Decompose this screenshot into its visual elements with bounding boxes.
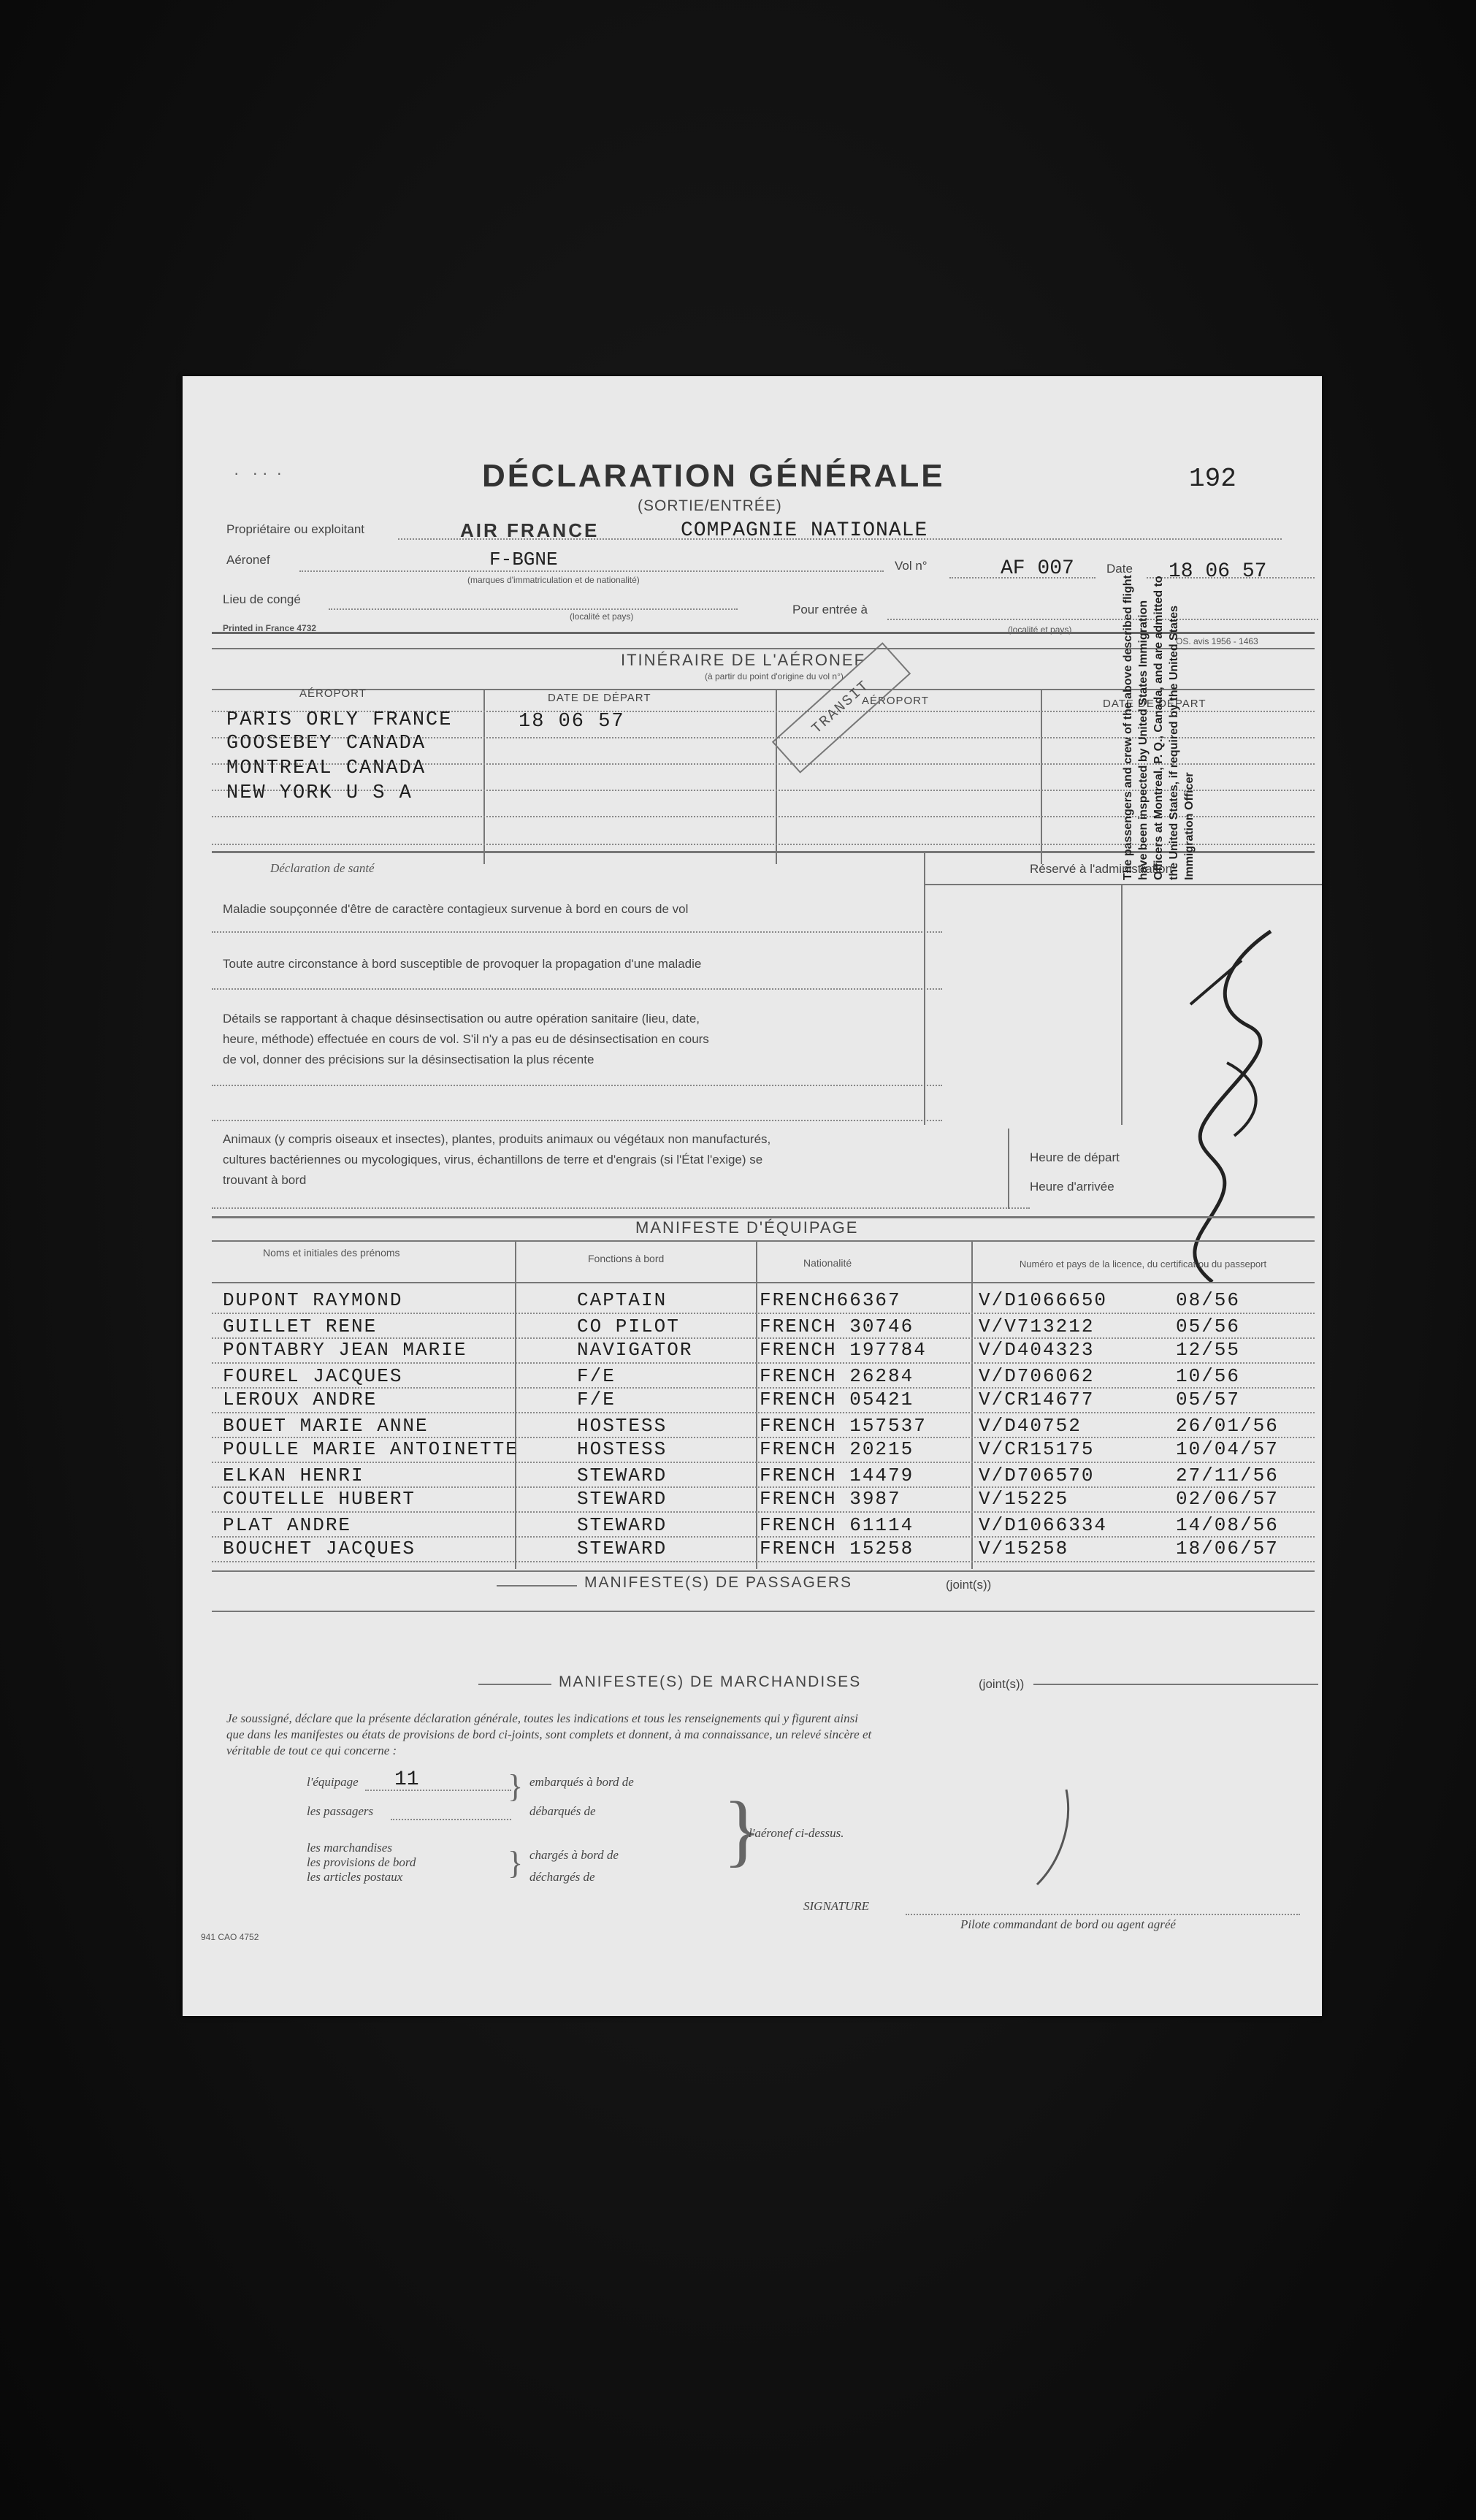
crew-license: V/D1066650 (979, 1289, 1108, 1311)
crew-row-line (212, 1462, 1315, 1463)
col-crew-license: Numéro et pays de la licence, du certificat ou du passeport (1019, 1259, 1267, 1269)
crew-license: V/D1066334 (979, 1514, 1108, 1536)
crew-function: CAPTAIN (577, 1289, 668, 1311)
passengers-label: les passagers (307, 1804, 374, 1818)
passenger-manifest-title: MANIFESTE(S) DE PASSAGERS (584, 1574, 852, 1591)
form-subtitle: (SORTIE/ENTRÉE) (638, 497, 782, 514)
crew-nationality: FRENCH 05421 (760, 1389, 914, 1410)
col-date-2: DATE DE DÉPART (1103, 698, 1207, 710)
itinerary-airport-2: GOOSEBEY CANADA (226, 733, 427, 755)
aircraft-above-label: l'aéronef ci-dessus. (749, 1826, 844, 1840)
col-crew-function: Fonctions à bord (588, 1253, 665, 1264)
passenger-manifest-note: (joint(s)) (946, 1578, 992, 1592)
crew-function: HOSTESS (577, 1438, 668, 1460)
header-marks: · · · · (234, 464, 282, 482)
crew-row-line (212, 1412, 1315, 1413)
postal-label: les articles postaux (307, 1870, 403, 1884)
crew-nationality: FRENCH 26284 (760, 1365, 914, 1387)
animals-rule (212, 1207, 1030, 1209)
crew-license: V/CR15175 (979, 1438, 1095, 1460)
itinerary-title: ITINÉRAIRE DE L'AÉRONEF (621, 651, 866, 669)
admin-rule (924, 884, 1322, 885)
signature-line (906, 1914, 1300, 1915)
health-line-2: Toute autre circonstance à bord susceptible de provoquer la propagation d'une maladie (223, 957, 702, 971)
crew-function: STEWARD (577, 1465, 668, 1486)
crew-row-line (212, 1561, 1315, 1562)
admin-title: Réservé à l'administration (1030, 862, 1173, 876)
provisions-label: les provisions de bord (307, 1855, 416, 1869)
crew-name: BOUCHET JACQUES (223, 1538, 416, 1559)
itinerary-divider-3 (1041, 689, 1042, 864)
crew-function: NAVIGATOR (577, 1339, 693, 1361)
itinerary-divider-2 (776, 689, 777, 864)
crew-nationality: FRENCH 15258 (760, 1538, 914, 1559)
itinerary-subtitle: (à partir du point d'origine du vol n°) (705, 671, 844, 681)
footer-code: 941 CAO 4752 (201, 1932, 259, 1942)
crew-nationality: FRENCH66367 (760, 1289, 901, 1311)
crew-name: LEROUX ANDRE (223, 1389, 378, 1410)
crew-nationality: FRENCH 14479 (760, 1465, 914, 1486)
operator-value: AIR FRANCE (460, 519, 600, 541)
departure-place-line (329, 608, 738, 610)
us-immigration-stamp: The passengers and crew of the above described flight have been inspected by United States Immigration Officers at Montreal, P. Q., Canada, and are admitted to the United States, if required by the United States Immigration Officer (1122, 575, 1196, 880)
crew-license-date: 27/11/56 (1176, 1465, 1279, 1486)
brace-lower: } (508, 1845, 524, 1881)
aircraft-label: Aéronef (226, 553, 270, 567)
declaration-line-2: que dans les manifestes ou états de provisions de bord ci-joints, sont complets et donnent, à ma connaissance, un relevé sincère et (226, 1727, 872, 1741)
brace-upper: } (508, 1768, 524, 1804)
crew-name: PONTABRY JEAN MARIE (223, 1339, 467, 1361)
crew-name: COUTELLE HUBERT (223, 1488, 416, 1510)
aircraft-value: F-BGNE (489, 549, 558, 570)
declaration-line-3: véritable de tout ce qui concerne : (226, 1744, 397, 1757)
crew-col-rule (212, 1282, 1315, 1283)
crew-function: CO PILOT (577, 1316, 680, 1337)
col-airport-1: AÉROPORT (299, 687, 367, 700)
crew-nationality: FRENCH 20215 (760, 1438, 914, 1460)
health-rule-3 (212, 1085, 942, 1086)
crew-license-date: 05/57 (1176, 1389, 1241, 1410)
crew-name: DUPONT RAYMOND (223, 1289, 403, 1311)
itinerary-airport-3: MONTREAL CANADA (226, 757, 427, 779)
crew-count-label: l'équipage (307, 1775, 359, 1789)
crew-license-date: 18/06/57 (1176, 1538, 1279, 1559)
animals-line-b: cultures bactériennes ou mycologiques, virus, échantillons de terre et d'engrais (si l'État l'exige) se (223, 1153, 763, 1167)
animals-admin-divider (1008, 1129, 1009, 1209)
crew-nationality: FRENCH 157537 (760, 1415, 927, 1437)
signature-label: SIGNATURE (803, 1899, 870, 1913)
aircraft-sublabel: (marques d'immatriculation et de nationalité) (467, 575, 640, 585)
health-line-1: Maladie soupçonnée d'être de caractère contagieux survenue à bord en cours de vol (223, 902, 689, 916)
crew-row-line (212, 1362, 1315, 1364)
col-crew-names: Noms et initiales des prénoms (263, 1247, 400, 1259)
crew-function: STEWARD (577, 1488, 668, 1510)
crew-license: V/D404323 (979, 1339, 1095, 1361)
itinerary-airport-4: NEW YORK U S A (226, 782, 413, 804)
crew-license-date: 08/56 (1176, 1289, 1241, 1311)
transit-stamp: TRANSIT (772, 642, 911, 774)
section-rule (212, 1611, 1315, 1612)
crew-license-date: 10/04/57 (1176, 1438, 1279, 1460)
operator-label: Propriétaire ou exploitant (226, 522, 365, 536)
general-declaration-form (183, 376, 1322, 2016)
health-line-3a: Détails se rapportant à chaque désinsectisation ou autre opération sanitaire (lieu, date, (223, 1012, 700, 1026)
health-rule-4 (212, 1120, 942, 1121)
animals-line-c: trouvant à bord (223, 1173, 307, 1187)
col-crew-nationality: Nationalité (803, 1257, 852, 1269)
declaration-pen-mark (1022, 1782, 1081, 1892)
crew-function: F/E (577, 1365, 616, 1387)
declaration-line-1: Je soussigné, déclare que la présente déclaration générale, toutes les indications et tous les renseignements qui y figurent ainsi (226, 1711, 858, 1725)
crew-license-date: 26/01/56 (1176, 1415, 1279, 1437)
crew-divider-2 (756, 1240, 757, 1569)
crew-header-rule (212, 1240, 1315, 1242)
crew-license-date: 05/56 (1176, 1316, 1241, 1337)
health-rule-1 (212, 931, 942, 933)
departure-place-label: Lieu de congé (223, 592, 301, 606)
crew-function: HOSTESS (577, 1415, 668, 1437)
date-label: Date (1106, 562, 1133, 576)
crew-license: V/D40752 (979, 1415, 1082, 1437)
crew-divider-1 (515, 1240, 516, 1569)
animals-line-a: Animaux (y compris oiseaux et insectes), plantes, produits animaux ou végétaux non manufacturés, (223, 1132, 771, 1146)
crew-license: V/CR14677 (979, 1389, 1095, 1410)
date-value: 18 06 57 (1169, 560, 1267, 583)
crew-function: STEWARD (577, 1538, 668, 1559)
crew-license: V/15258 (979, 1538, 1069, 1559)
crew-count-line (365, 1790, 511, 1791)
crew-license-date: 10/56 (1176, 1365, 1241, 1387)
locality-right: (localité et pays) (1008, 625, 1072, 635)
crew-manifest-title: MANIFESTE D'ÉQUIPAGE (635, 1218, 859, 1237)
crew-nationality: FRENCH 30746 (760, 1316, 914, 1337)
crew-name: PLAT ANDRE (223, 1514, 352, 1536)
admin-inner-divider (1121, 884, 1123, 1125)
crew-license-date: 12/55 (1176, 1339, 1241, 1361)
crew-name: POULLE MARIE ANTOINETTE (223, 1438, 519, 1460)
crew-divider-3 (971, 1240, 973, 1569)
goods-rule-left (478, 1684, 551, 1685)
form-reference: OS. avis 1956 - 1463 (1176, 636, 1258, 646)
goods-label: les marchandises (307, 1841, 392, 1855)
goods-rule-right (1033, 1684, 1318, 1685)
crew-name: ELKAN HENRI (223, 1465, 364, 1486)
admin-departure-time: Heure de départ (1030, 1150, 1120, 1164)
goods-manifest-note: (joint(s)) (979, 1677, 1025, 1691)
crew-license: V/15225 (979, 1488, 1069, 1510)
goods-manifest-title: MANIFESTE(S) DE MARCHANDISES (559, 1673, 862, 1690)
aircraft-line (299, 570, 884, 572)
unloaded-label: déchargés de (529, 1870, 595, 1884)
entry-place-line (887, 619, 1318, 620)
col-date-1: DATE DE DÉPART (548, 692, 651, 704)
loaded-label: chargés à bord de (529, 1848, 619, 1862)
brace-aircraft: } (723, 1785, 762, 1874)
disembarked-label: débarqués de (529, 1804, 596, 1818)
flight-number: AF 007 (1001, 557, 1074, 580)
operator-typed: COMPAGNIE NATIONALE (681, 519, 928, 542)
entry-place-label: Pour entrée à (792, 603, 868, 616)
crew-count: 11 (394, 1768, 419, 1791)
crew-name: FOUREL JACQUES (223, 1365, 403, 1387)
crew-row-line (212, 1511, 1315, 1513)
health-line-3b: heure, méthode) effectuée en cours de vol. S'il n'y a pas eu de désinsectisation en cours (223, 1032, 709, 1046)
flight-label: Vol n° (895, 559, 928, 573)
crew-name: BOUET MARIE ANNE (223, 1415, 429, 1437)
health-title: Déclaration de santé (270, 861, 375, 875)
crew-license: V/D706062 (979, 1365, 1095, 1387)
health-line-3c: de vol, donner des précisions sur la désinsectisation la plus récente (223, 1053, 594, 1066)
crew-license: V/D706570 (979, 1465, 1095, 1486)
crew-license-date: 14/08/56 (1176, 1514, 1279, 1536)
crew-bottom-rule (212, 1570, 1315, 1572)
printed-mark: Printed in France 4732 (223, 623, 317, 633)
crew-nationality: FRENCH 61114 (760, 1514, 914, 1536)
admin-arrival-time: Heure d'arrivée (1030, 1180, 1114, 1194)
passenger-rule-left (497, 1585, 577, 1587)
crew-license: V/V713212 (979, 1316, 1095, 1337)
document-number: 192 (1189, 464, 1236, 494)
crew-license-date: 02/06/57 (1176, 1488, 1279, 1510)
form-title: DÉCLARATION GÉNÉRALE (482, 458, 945, 494)
locality-left: (localité et pays) (570, 611, 634, 622)
crew-nationality: FRENCH 3987 (760, 1488, 901, 1510)
health-rule-2 (212, 988, 942, 990)
embarked-label: embarqués à bord de (529, 1775, 634, 1789)
itinerary-airport-1: PARIS ORLY FRANCE (226, 709, 453, 731)
crew-row-line (212, 1313, 1315, 1314)
itinerary-departure-date: 18 06 57 (519, 711, 625, 733)
crew-name: GUILLET RENE (223, 1316, 378, 1337)
passengers-line (391, 1819, 511, 1820)
col-airport-2: AÉROPORT (862, 695, 929, 707)
crew-nationality: FRENCH 197784 (760, 1339, 927, 1361)
pilot-label: Pilote commandant de bord ou agent agréé (960, 1917, 1176, 1931)
itinerary-divider-1 (483, 689, 485, 864)
health-admin-divider (924, 851, 925, 1125)
crew-function: F/E (577, 1389, 616, 1410)
handwritten-signature (1161, 917, 1322, 1297)
crew-function: STEWARD (577, 1514, 668, 1536)
